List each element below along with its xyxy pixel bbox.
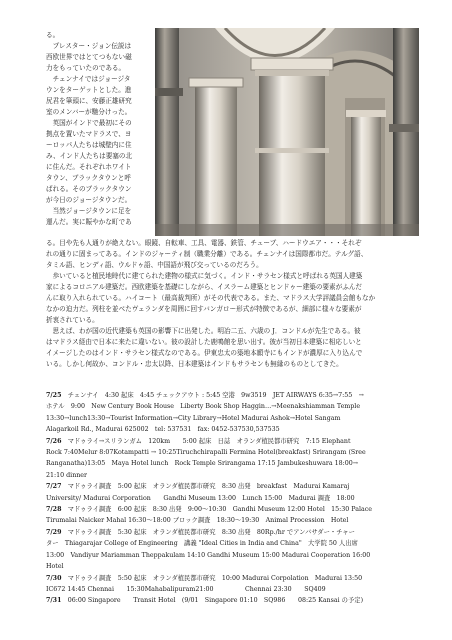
schedule-line [46, 447, 418, 458]
schedule-text: ター Thiagarajar College of Engineering 講義 "Ideal Cities in India and China" 大学院 50 人出席 [46, 540, 358, 548]
text-line: 思えば、わが国の近代建築も英国の影響下に出発した。明冶二五、六歳の J．コンドルが先生である。彼 [46, 327, 361, 335]
schedule-text: University/ Madurai Corporation Gandhi Museum 13:00 Lunch 15:00 Madurai 調査 18:00 [46, 494, 355, 502]
schedule-line [46, 550, 418, 561]
narrow-text-column [46, 30, 154, 228]
schedule-line [46, 595, 418, 606]
text-line: 尻君を筆頭に、安藤正雄研究 [46, 97, 132, 105]
schedule-text: マドゥライ調査 6:00 起床 8:30 出発 9:00〜10:30 Gandhi Museum 12:00 Hotel 15:30 Palace [67, 506, 373, 514]
schedule-text: 06:00 Singapore Transit Hotel (9/01 Singapore 01:10 SQ986 08:25 Kansai の予定) [67, 597, 364, 605]
schedule-line [46, 561, 418, 572]
text-line: 英国がインドで最初にその [46, 119, 132, 127]
text-line: れの通りに固まってある。インドのジャーティ制（職業分離）である。チェンナイは国際都市だ。テルグ語、 [46, 250, 368, 258]
schedule-text: マドゥライ→スリランガム 120km 5:00 起床 日誌 オランダ植民都市研究 7:15 Elephant [67, 437, 351, 445]
text-line: プレスター・ジョン伝説は [46, 42, 132, 50]
schedule-line [46, 515, 418, 526]
text-line: チェンナイではジョージタ [46, 75, 131, 83]
schedule-line [46, 481, 418, 492]
schedule-line [46, 413, 418, 424]
text-line: タウン、ブラックタウンと呼 [46, 174, 131, 182]
text-line: イメージしたのはインド・サラセン様式なのである。伊東忠太の築地本願寺にもインドが濃厚に入り込んで [46, 349, 363, 357]
text-line: る。 [46, 31, 60, 39]
schedule-text: Rock 7:40Melur 8:07Kotampatti → 10:25Tiruchchirapalli Fermina Hotel(breakfast) Srirangam (Sree [46, 449, 366, 457]
text-line: 拠点を置いたマドラスで、ヨ [46, 130, 132, 138]
schedule-text: Hotel [46, 563, 64, 571]
schedule-text: マドゥライ調査 5:30 起床 オランダ植民都市研究 8:30 出発 80Rp./hr でアンバサダー・チャー [67, 528, 355, 536]
text-line: 運んだ。実に賑やかな町であ [46, 218, 132, 226]
text-line: ばれる。そのブラックタウン [46, 185, 132, 193]
schedule-line [46, 538, 418, 549]
schedule-text: 13:00 Vandiyur Mariamman Theppakulam 14:10 Gandhi Museum 15:00 Madurai Cooperation 16:00 [46, 551, 371, 559]
text-line: 力をもっていたのである。 [46, 64, 126, 72]
schedule-line [46, 458, 418, 469]
schedule-date: 7/31 [46, 597, 62, 605]
travel-schedule [46, 390, 418, 607]
text-line: が今日のジョージタウンだ。 [46, 196, 132, 204]
text-line: 西欧世界ではとてつもない磁 [46, 53, 132, 61]
schedule-line [46, 390, 418, 401]
text-line: 折衷されている。 [46, 316, 99, 324]
schedule-date: 7/30 [46, 574, 62, 582]
text-line: なかの迫力だ。列柱を並べたヴェランダを周囲に回すバンガロー形式が特徴であるが、細部に様々な要素が [46, 305, 362, 313]
text-line: 家によるコロニアル建築だ。西欧建築を基礎にしながら、イスラーム建築とヒンドゥー建築の要素がふんだ [46, 283, 363, 291]
schedule-date: 7/25 [46, 392, 62, 399]
schedule-text: マドゥライ調査 5:00 起床 オランダ植民都市研究 8:30 出発 breakfast Madurai Kamaraj [67, 483, 350, 491]
schedule-line [46, 573, 418, 584]
text-line: 室のメンバーが馳分けった。 [46, 108, 132, 116]
text-line: 当然ジョージタウンに足を [46, 207, 132, 215]
schedule-text: Tirumalai Naicker Mahal 16:30〜18:00 ブロック調査 18:30〜19:30 Animal Procession Hotel [46, 517, 349, 525]
schedule-date: 7/26 [46, 437, 62, 445]
schedule-line [46, 424, 418, 435]
text-line: ーロッパ人たちは城壁内に住 [46, 141, 132, 149]
colonnade-photo [155, 28, 419, 236]
colonnade-photo-graphic [155, 28, 419, 236]
text-line: み、インド人たちは要塞の北 [46, 152, 133, 160]
schedule-line [46, 401, 418, 412]
text-line: る。目や先も人通りが絶えない。眼鏡、自転車、工具、電器、鉄管、チューブ、ハードウエア・・・それぞ [46, 239, 362, 247]
schedule-date: 7/28 [46, 506, 62, 514]
schedule-date: 7/27 [46, 483, 62, 491]
schedule-date: 7/29 [46, 528, 62, 536]
schedule-line [46, 470, 418, 481]
schedule-line [46, 504, 418, 515]
full-width-text [46, 238, 418, 370]
schedule-line [46, 436, 418, 447]
text-line: ウンをターゲットとした。進 [46, 86, 132, 94]
text-line: いる。しかし何故か、コンドル・忠太以降、日本建築はインドもサラセンも無縁のものとしてきた。 [46, 360, 343, 368]
text-line: んに取り入れられている。ハイコート（最高裁判所）がその代表である。また、マドラス大学評議員会館もなか [46, 294, 376, 302]
schedule-text: 21:10 dinner [46, 471, 88, 479]
schedule-text: チェンナイ 4:30 起床 4:45 チェックアウト : 5:45 空港 9w3519 JET AIRWAYS 6:35→7:55 → [67, 392, 364, 399]
schedule-line [46, 493, 418, 504]
schedule-text: 13:30→lunch13:30→Tourist Information→City Library→Hotel Madurai Ashok→Hotel Sangam [46, 414, 341, 422]
text-line: はマドラス経由で日本に来たに違いない。彼の設計した鹿鳴館を思い出す。彼が当初日本建築に相応しいと [46, 338, 362, 346]
text-line: に住んだ。それぞれホワイト [46, 163, 132, 171]
schedule-text: ホテル 9:00 New Century Book House Liberty Book Shop Haggin…→Meenakshiamman Temple [46, 403, 361, 411]
schedule-text: Alagarkoil Rd., Madurai 625002 tel: 537531 fax: 0452-537530,537535 [46, 426, 280, 434]
schedule-line [46, 527, 418, 538]
schedule-text: IC672 14:45 Chennai 15:30Mahabalipuram21:00 Chennai 23:30 SQ409 [46, 585, 326, 593]
schedule-text: マドゥライ調査 5:50 起床 オランダ植民都市研究 10:00 Madurai Corpolation Madurai 13:50 [67, 574, 363, 582]
schedule-line [46, 584, 418, 595]
schedule-text: Ranganatha)13:05 Maya Hotel lunch Rock Temple Srirangama 17:15 Jambukeshuwara 18:00→ [46, 460, 359, 468]
text-line: 歩いていると植民地時代に建てられた建物の様式に気づく。インド・サラセン様式と呼ばれる英国人建築 [46, 272, 363, 280]
text-line: タミル語、ヒンディ語、ウルドゥ語、中国語が飛び交っているのだろう。 [46, 261, 263, 269]
